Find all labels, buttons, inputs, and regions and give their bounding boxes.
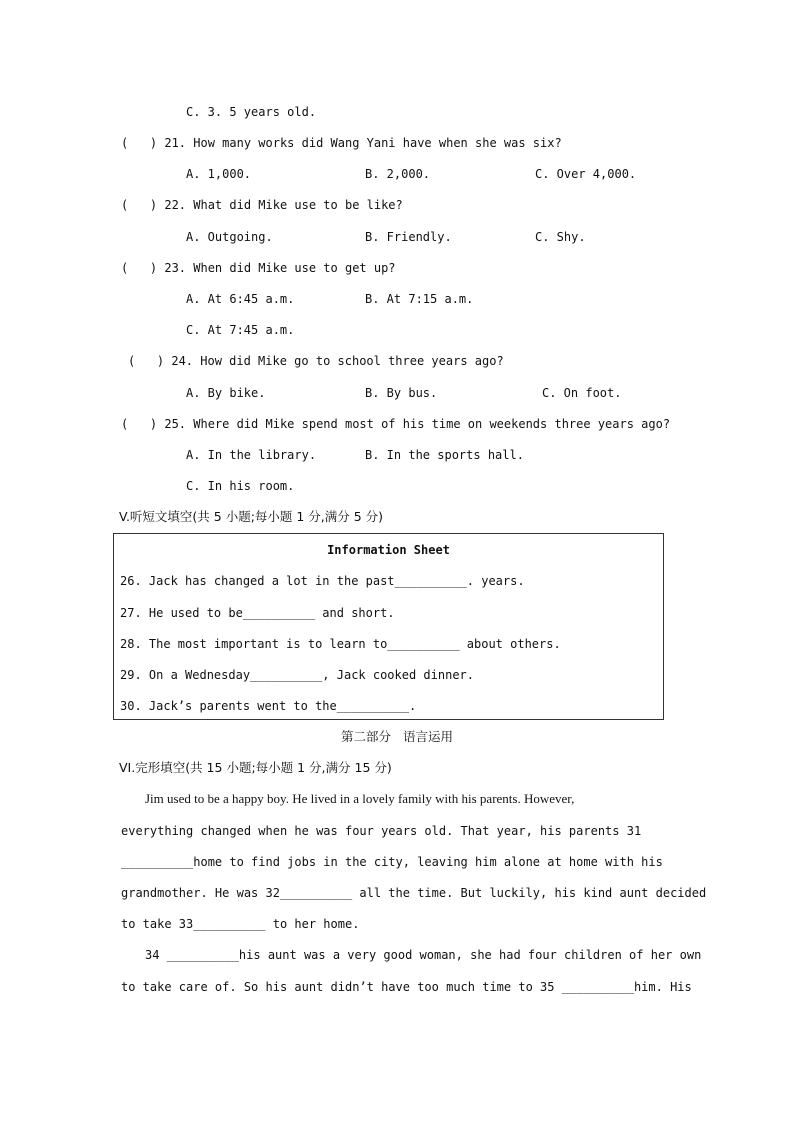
- q22-option-b: B. Friendly.: [365, 230, 452, 244]
- q23-stem: ( ) 23. When did Mike use to get up?: [121, 261, 396, 275]
- part-2-heading: 第二部分 语言运用: [341, 729, 453, 744]
- q22-option-c: C. Shy.: [535, 230, 586, 244]
- q24-option-c: C. On foot.: [542, 386, 622, 400]
- info-item-29: 29. On a Wednesday__________, Jack cooked dinner.: [120, 668, 475, 682]
- q25-option-b: B. In the sports hall.: [365, 448, 524, 462]
- section-6-heading: VI.完形填空(共 15 小题;每小题 1 分,满分 15 分): [119, 760, 392, 775]
- q21-option-c: C. Over 4,000.: [535, 167, 637, 181]
- q25-option-a: A. In the library.: [186, 448, 317, 462]
- q23-option-b: B. At 7:15 a.m.: [365, 292, 474, 306]
- q25-option-c: C. In his room.: [186, 479, 295, 493]
- section-5-heading: V.听短文填空(共 5 小题;每小题 1 分,满分 5 分): [119, 509, 384, 524]
- q24-option-b: B. By bus.: [365, 386, 438, 400]
- info-item-26: 26. Jack has changed a lot in the past__________. years.: [120, 574, 525, 588]
- passage-line: to take care of. So his aunt didn’t have too much time to 35 __________him. His: [121, 980, 692, 994]
- passage-line: grandmother. He was 32__________ all the time. But luckily, his kind aunt decided: [121, 886, 707, 900]
- info-item-30: 30. Jack’s parents went to the__________.: [120, 699, 417, 713]
- q23-option-c: C. At 7:45 a.m.: [186, 323, 295, 337]
- q20-option-c: C. 3. 5 years old.: [186, 105, 317, 119]
- information-sheet-box: [113, 533, 664, 720]
- q22-option-a: A. Outgoing.: [186, 230, 273, 244]
- q21-option-a: A. 1,000.: [186, 167, 252, 181]
- q22-stem: ( ) 22. What did Mike use to be like?: [121, 198, 403, 212]
- passage-line: to take 33__________ to her home.: [121, 917, 360, 931]
- q21-option-b: B. 2,000.: [365, 167, 431, 181]
- passage-line: 34 __________his aunt was a very good woman, she had four children of her own: [145, 948, 702, 962]
- q25-stem: ( ) 25. Where did Mike spend most of his time on weekends three years ago?: [121, 417, 671, 431]
- info-item-27: 27. He used to be__________ and short.: [120, 606, 395, 620]
- q23-option-a: A. At 6:45 a.m.: [186, 292, 295, 306]
- info-item-28: 28. The most important is to learn to__________ about others.: [120, 637, 561, 651]
- q21-stem: ( ) 21. How many works did Wang Yani have when she was six?: [121, 136, 562, 150]
- passage-line: everything changed when he was four years old. That year, his parents 31: [121, 824, 642, 838]
- passage-line: __________home to find jobs in the city, leaving him alone at home with his: [121, 855, 663, 869]
- q24-stem: ( ) 24. How did Mike go to school three years ago?: [128, 354, 504, 368]
- q24-option-a: A. By bike.: [186, 386, 266, 400]
- information-sheet-title: Information Sheet: [327, 543, 450, 557]
- passage-line: Jim used to be a happy boy. He lived in a lovely family with his parents. However,: [145, 791, 575, 806]
